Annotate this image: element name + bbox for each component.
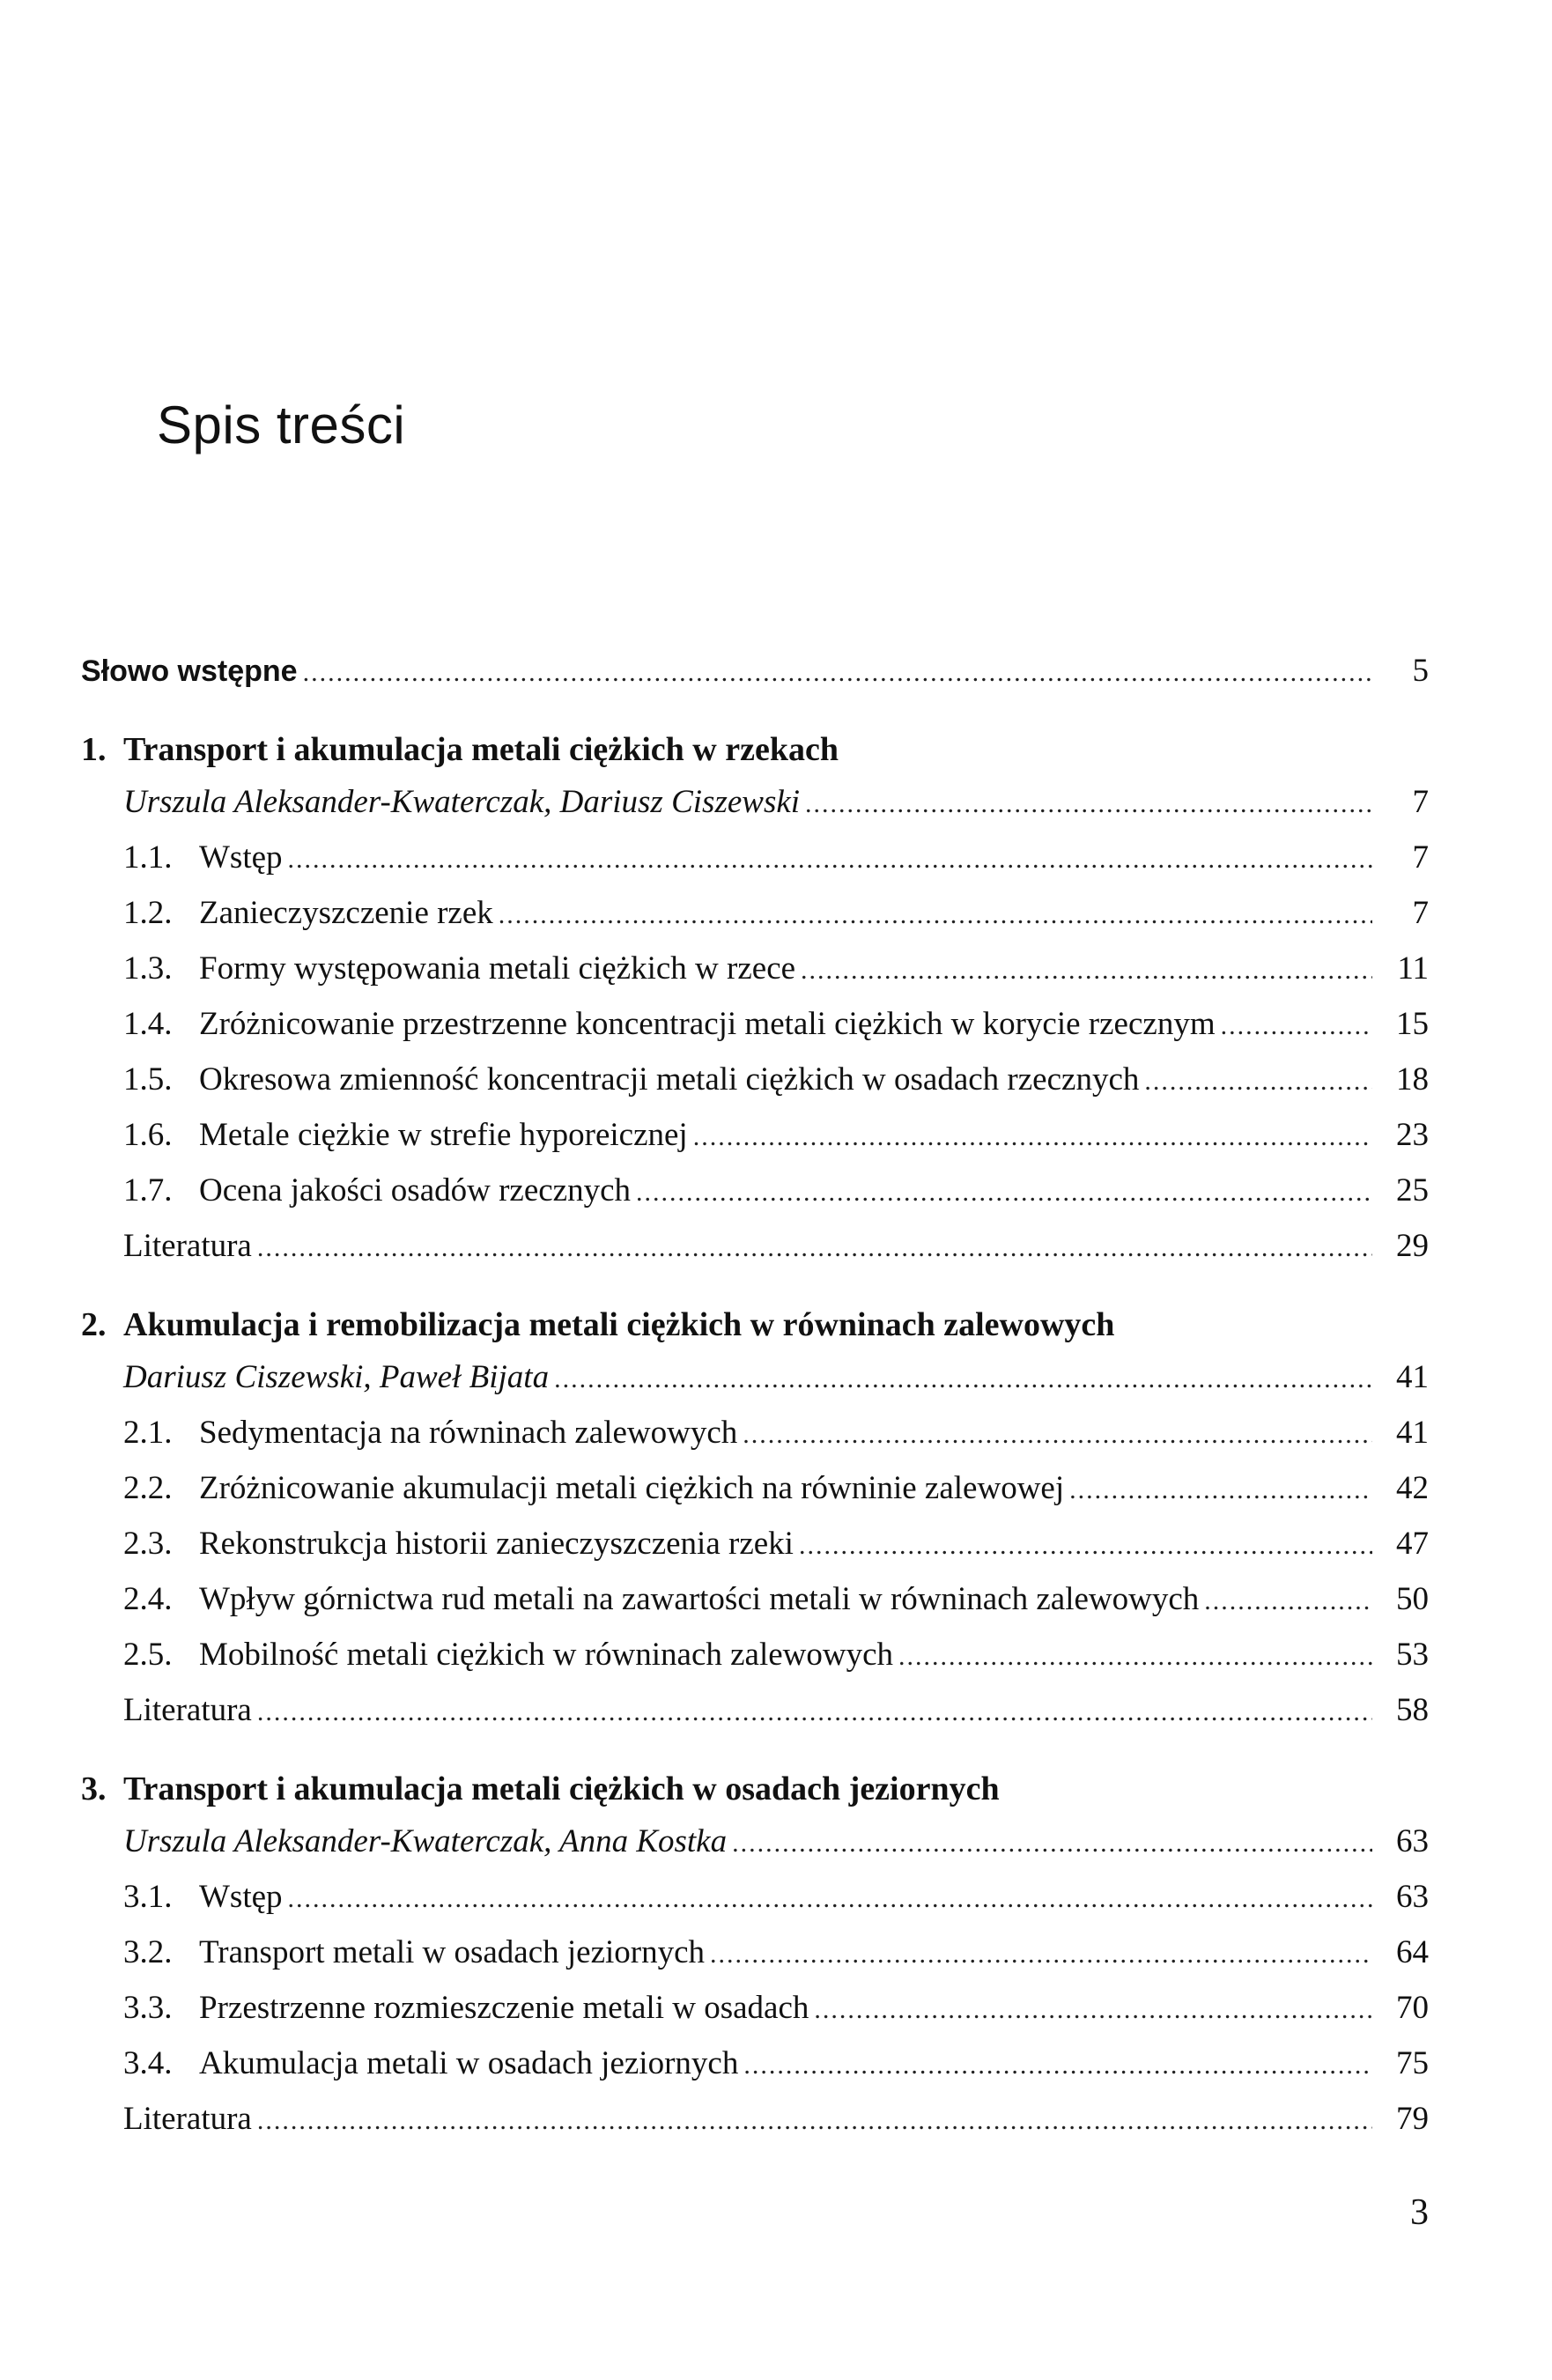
dot-leader — [799, 1531, 1372, 1561]
section-title: Wpływ górnictwa rud metali na zawartości metali w równinach zalewowych — [199, 1581, 1200, 1617]
chapter-heading[interactable] — [81, 730, 1429, 783]
dot-leader — [710, 1940, 1372, 1970]
toc-section[interactable] — [81, 1580, 1429, 1636]
toc-section[interactable] — [81, 1636, 1429, 1691]
chapter-title: Akumulacja i remobilizacja metali ciężkich w równinach zalewowych — [123, 1306, 1115, 1343]
section-title: Przestrzenne rozmieszczenie metali w osadach — [199, 1990, 809, 2026]
dot-leader — [636, 1178, 1372, 1208]
page-number: 3 — [1410, 2192, 1429, 2233]
toc-section[interactable] — [81, 1933, 1429, 1989]
section-number: 3.4. — [123, 2045, 173, 2081]
section-number: 2.5. — [123, 1637, 173, 1673]
authors-label: Urszula Aleksander-Kwaterczak, Dariusz Ciszewski — [123, 784, 801, 820]
entry-page: 23 — [1396, 1117, 1429, 1153]
section-number: 1.7. — [123, 1172, 173, 1208]
toc-section[interactable] — [81, 1005, 1429, 1061]
toc-section[interactable] — [81, 1525, 1429, 1580]
section-number: 3.3. — [123, 1990, 173, 2026]
dot-leader — [257, 1697, 1372, 1727]
dot-leader — [693, 1122, 1372, 1152]
toc-literature[interactable] — [81, 1227, 1429, 1282]
dot-leader — [1069, 1475, 1372, 1505]
section-title: Wstęp — [199, 1879, 283, 1915]
toc-section[interactable] — [81, 1116, 1429, 1172]
entry-page: 42 — [1396, 1470, 1429, 1506]
section-number: 1.2. — [123, 895, 173, 931]
section-number: 2.4. — [123, 1581, 173, 1617]
section-title: Transport metali w osadach jeziornych — [199, 1934, 706, 1970]
entry-page: 5 — [1412, 653, 1429, 689]
authors-label: Urszula Aleksander-Kwaterczak, Anna Kostka — [123, 1823, 728, 1859]
dot-leader — [805, 789, 1372, 819]
entry-page: 63 — [1396, 1823, 1429, 1859]
dot-leader — [257, 2106, 1372, 2136]
section-number: 1.4. — [123, 1006, 173, 1042]
literature-label: Literatura — [123, 2101, 252, 2137]
entry-page: 41 — [1396, 1415, 1429, 1451]
dot-leader — [814, 1995, 1372, 2025]
section-title: Zróżnicowanie akumulacji metali ciężkich na równinie zalewowej — [199, 1470, 1065, 1506]
entry-page: 25 — [1396, 1172, 1429, 1208]
section-title: Wstęp — [199, 839, 283, 876]
dot-leader — [499, 900, 1372, 930]
dot-leader — [257, 1233, 1372, 1263]
section-number: 2.2. — [123, 1470, 173, 1506]
toc-literature[interactable] — [81, 2100, 1429, 2155]
section-number: 2.1. — [123, 1415, 173, 1451]
toc-section[interactable] — [81, 839, 1429, 894]
entry-page: 64 — [1396, 1934, 1429, 1970]
dot-leader — [1144, 1067, 1372, 1097]
section-title: Rekonstrukcja historii zanieczyszczenia rzeki — [199, 1526, 794, 1562]
toc-entry-foreword[interactable] — [81, 652, 1429, 707]
section-number: 3.2. — [123, 1934, 173, 1970]
section-number: 2.3. — [123, 1526, 173, 1562]
chapter-number: 2. — [81, 1306, 107, 1343]
toc-section[interactable] — [81, 1061, 1429, 1116]
authors-label: Dariusz Ciszewski, Paweł Bijata — [123, 1359, 550, 1395]
section-title: Metale ciężkie w strefie hyporeicznej — [199, 1117, 688, 1153]
toc-section[interactable] — [81, 950, 1429, 1005]
entry-page: 7 — [1412, 784, 1429, 820]
entry-page: 79 — [1396, 2101, 1429, 2137]
chapter-title: Transport i akumulacja metali ciężkich w rzekach — [123, 731, 839, 768]
entry-page: 47 — [1396, 1526, 1429, 1562]
entry-page: 7 — [1412, 895, 1429, 931]
chapter-authors[interactable] — [81, 1358, 1429, 1414]
section-title: Mobilność metali ciężkich w równinach zalewowych — [199, 1637, 894, 1673]
chapter-2 — [81, 1305, 1429, 1747]
section-title: Akumulacja metali w osadach jeziornych — [199, 2045, 739, 2081]
entry-page: 18 — [1396, 1061, 1429, 1098]
entry-page: 50 — [1396, 1581, 1429, 1617]
toc-section[interactable] — [81, 1414, 1429, 1469]
toc-literature[interactable] — [81, 1691, 1429, 1747]
entry-page: 53 — [1396, 1637, 1429, 1673]
literature-label: Literatura — [123, 1692, 252, 1728]
table-of-contents — [81, 652, 1429, 2155]
chapter-title: Transport i akumulacja metali ciężkich w osadach jeziornych — [123, 1770, 1000, 1807]
entry-label: Słowo wstępne — [81, 654, 298, 688]
literature-label: Literatura — [123, 1228, 252, 1264]
chapter-3 — [81, 1770, 1429, 2155]
section-title: Ocena jakości osadów rzecznych — [199, 1172, 632, 1208]
chapter-heading[interactable] — [81, 1305, 1429, 1358]
dot-leader — [288, 1884, 1372, 1914]
toc-section[interactable] — [81, 1172, 1429, 1227]
section-number: 1.1. — [123, 839, 173, 876]
toc-section[interactable] — [81, 1878, 1429, 1933]
dot-leader — [1204, 1586, 1372, 1616]
section-title: Zanieczyszczenie rzek — [199, 895, 493, 931]
toc-section[interactable] — [81, 2044, 1429, 2100]
section-number: 1.3. — [123, 950, 173, 987]
toc-section[interactable] — [81, 1989, 1429, 2044]
section-title: Formy występowania metali ciężkich w rzece — [199, 950, 796, 987]
chapter-number: 1. — [81, 731, 107, 768]
entry-page: 63 — [1396, 1879, 1429, 1915]
entry-page: 58 — [1396, 1692, 1429, 1728]
chapter-heading[interactable] — [81, 1770, 1429, 1822]
dot-leader — [732, 1829, 1372, 1859]
section-number: 3.1. — [123, 1879, 173, 1915]
entry-page: 41 — [1396, 1359, 1429, 1395]
section-title: Sedymentacja na równinach zalewowych — [199, 1415, 738, 1451]
dot-leader — [743, 2051, 1372, 2081]
dot-leader — [303, 658, 1372, 688]
chapter-authors[interactable] — [81, 783, 1429, 839]
entry-page: 70 — [1396, 1990, 1429, 2026]
page-title: Spis treści — [157, 395, 406, 455]
dot-leader — [288, 845, 1372, 875]
entry-page: 29 — [1396, 1228, 1429, 1264]
dot-leader — [554, 1364, 1372, 1394]
entry-page: 7 — [1412, 839, 1429, 876]
toc-section[interactable] — [81, 894, 1429, 950]
section-number: 1.5. — [123, 1061, 173, 1098]
entry-page: 11 — [1397, 950, 1429, 987]
toc-section[interactable] — [81, 1469, 1429, 1525]
dot-leader — [743, 1420, 1372, 1450]
chapter-number: 3. — [81, 1770, 107, 1807]
dot-leader — [801, 956, 1372, 986]
dot-leader — [1221, 1011, 1372, 1041]
section-title: Zróżnicowanie przestrzenne koncentracji metali ciężkich w korycie rzecznym — [199, 1006, 1216, 1042]
entry-page: 15 — [1396, 1006, 1429, 1042]
entry-page: 75 — [1396, 2045, 1429, 2081]
chapter-authors[interactable] — [81, 1822, 1429, 1878]
chapter-1 — [81, 730, 1429, 1282]
section-number: 1.6. — [123, 1117, 173, 1153]
section-title: Okresowa zmienność koncentracji metali ciężkich w osadach rzecznych — [199, 1061, 1140, 1098]
dot-leader — [898, 1642, 1372, 1672]
